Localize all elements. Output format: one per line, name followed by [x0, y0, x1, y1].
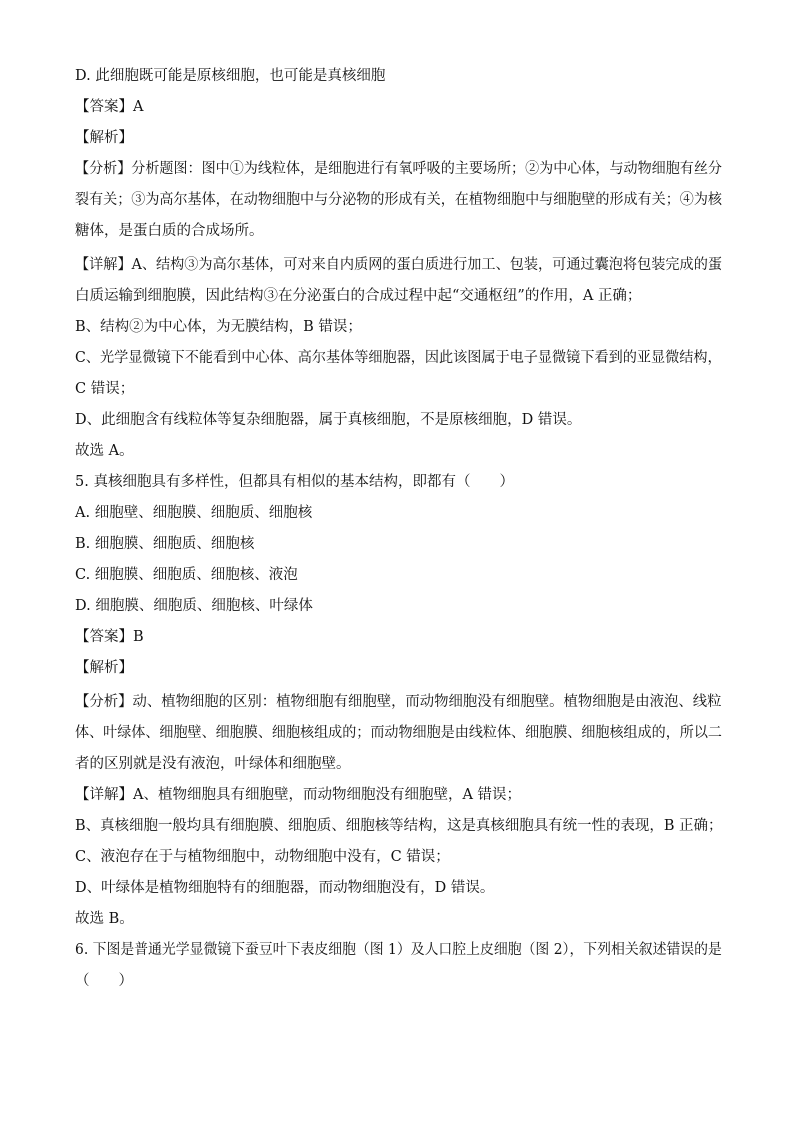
detail-line: C 错误；: [75, 381, 135, 397]
detail-line: 【详解】A、结构③为高尔基体，可对来自内质网的蛋白质进行加工、包装，可通过囊泡将包装完成的蛋: [75, 257, 722, 273]
answer-label-q5: 【答案】B: [75, 629, 144, 645]
conclusion-q5: 故选 B。: [75, 911, 134, 927]
detail-line: B、结构②为中心体，为无膜结构，B 错误；: [75, 319, 362, 335]
analysis-heading-q4: 【解析】: [75, 130, 133, 146]
analysis-heading-q5: 【解析】: [75, 660, 133, 676]
option-d-q5: D. 细胞膜、细胞质、细胞核、叶绿体: [75, 598, 313, 614]
analysis-line: 【分析】分析题图：图中①为线粒体，是细胞进行有氧呼吸的主要场所；②为中心体，与动物细胞有丝分: [75, 161, 722, 177]
option-a-q5: A. 细胞壁、细胞膜、细胞质、细胞核: [75, 505, 313, 521]
detail-line: 白质运输到细胞膜，因此结构③在分泌蛋白的合成过程中起“交通枢纽”的作用，A 正确；: [75, 288, 642, 304]
analysis-line: 者的区别就是没有液泡，叶绿体和细胞壁。: [75, 756, 351, 772]
option-b-q5: B. 细胞膜、细胞质、细胞核: [75, 536, 255, 552]
option-d-q4: D. 此细胞既可能是原核细胞，也可能是真核细胞: [75, 68, 386, 84]
detail-line: D、此细胞含有线粒体等复杂细胞器，属于真核细胞，不是原核细胞，D 错误。: [75, 412, 582, 428]
analysis-line: 糖体，是蛋白质的合成场所。: [75, 223, 264, 239]
detail-line: B、真核细胞一般均具有细胞膜、细胞质、细胞核等结构，这是真核细胞具有统一性的表现，B 正确；: [75, 818, 723, 834]
question-6-blank: （ ）: [75, 973, 133, 989]
answer-label-q4: 【答案】A: [75, 99, 144, 115]
detail-line: C、液泡存在于与植物细胞中，动物细胞中没有，C 错误；: [75, 849, 450, 865]
option-c-q5: C. 细胞膜、细胞质、细胞核、液泡: [75, 567, 298, 583]
detail-line: C、光学显微镜下不能看到中心体、高尔基体等细胞器，因此该图属于电子显微镜下看到的亚显微结构，: [75, 350, 722, 366]
detail-line: D、叶绿体是植物细胞特有的细胞器，而动物细胞没有，D 错误。: [75, 880, 495, 896]
question-6-stem: 6. 下图是普通光学显微镜下蚕豆叶下表皮细胞（图 1）及人口腔上皮细胞（图 2），下列相关叙述错误的是: [75, 942, 722, 958]
question-5-stem: 5. 真核细胞具有多样性，但都具有相似的基本结构，即都有（ ）: [75, 474, 514, 490]
analysis-line: 裂有关；③为高尔基体，在动物细胞中与分泌物的形成有关，在植物细胞中与细胞壁的形成有关；④为核: [75, 192, 722, 208]
conclusion-q4: 故选 A。: [75, 443, 134, 459]
analysis-line: 体、叶绿体、细胞壁、细胞膜、细胞核组成的；而动物细胞是由线粒体、细胞膜、细胞核组成的，所以二: [75, 725, 722, 741]
analysis-line: 【分析】动、植物细胞的区别：植物细胞有细胞壁，而动物细胞没有细胞壁。植物细胞是由液泡、线粒: [75, 694, 722, 710]
detail-line: 【详解】A、植物细胞具有细胞壁，而动物细胞没有细胞壁，A 错误；: [75, 787, 522, 803]
